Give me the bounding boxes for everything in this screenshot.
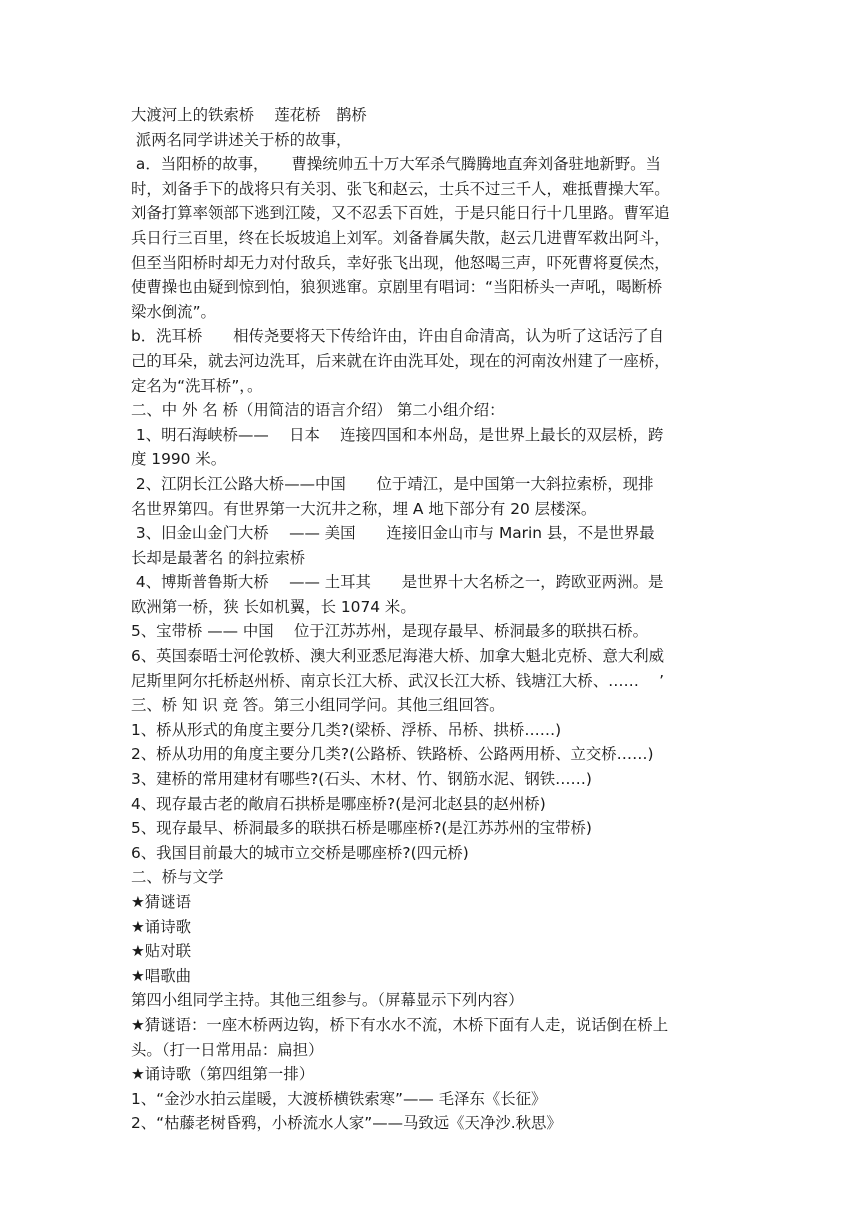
text-line: 定名为“洗耳桥”，。 [131, 376, 263, 395]
text-line: 刘备打算率领部下逃到江陵，又不忍丢下百姓，于是只能日行十几里路。曹军追 [131, 204, 670, 223]
text-line: 时，刘备手下的战将只有关羽、张飞和赵云，士兵不过三千人，难抵曹操大军。 [131, 179, 670, 198]
text-line: 5、宝带桥 —— 中国 位于江苏苏州，是现存最早、桥洞最多的联拱石桥。 [131, 622, 648, 641]
text-line: 名世界第四。有世界第一大沉井之称，埋 A 地下部分有 20 层楼深。 [131, 499, 597, 518]
text-line: 3、旧金山金门大桥 —— 美国 连接旧金山市与 Marin 县，不是世界最 [131, 524, 655, 543]
text-line: 5、现存最早、桥洞最多的联拱石桥是哪座桥?(是江苏苏州的宝带桥) [131, 819, 592, 838]
text-line: 头。（打一日常用品：扁担） [131, 1040, 324, 1059]
text-line: 度 1990 米。 [131, 450, 227, 469]
text-line: 派两名同学讲述关于桥的故事， [131, 130, 352, 149]
text-line: 2、“枯藤老树昏鸦，小桥流水人家”——马致远《天净沙.秋思》 [131, 1114, 562, 1133]
text-line: 4、现存最古老的敞肩石拱桥是哪座桥?(是河北赵县的赵州桥) [131, 794, 546, 813]
text-line: 6、我国目前最大的城市立交桥是哪座桥?(四元桥) [131, 843, 469, 862]
text-line: 2、桥从功用的角度主要分几类?(公路桥、铁路桥、公路两用桥、立交桥……) [131, 745, 654, 764]
text-line: 3、建桥的常用建材有哪些?(石头、木材、竹、钢筋水泥、钢铁……) [131, 770, 592, 789]
text-line: ★猜谜语：一座木桥两边钩，桥下有水水不流，木桥下面有人走，说话倒在桥上 [131, 1015, 669, 1034]
text-line: 4、博斯普鲁斯大桥 —— 土耳其 是世界十大名桥之一，跨欧亚两洲。是 [131, 573, 664, 592]
text-line: ★唱歌曲 [131, 966, 191, 985]
text-line: 但至当阳桥时却无力对付敌兵，幸好张飞出现，他怒喝三声，吓死曹将夏侯杰， [131, 253, 670, 272]
text-line: 1、明石海峡桥—— 日本 连接四国和本州岛，是世界上最长的双层桥，跨 [131, 425, 664, 444]
text-line: 三、桥 知 识 竞 答。第三小组同学问。其他三组回答。 [131, 696, 505, 715]
text-line: 6、英国泰晤士河伦敦桥、澳大利亚悉尼海港大桥、加拿大魁北克桥、意大利威 [131, 647, 665, 666]
text-line: 使曹操也由疑到惊到怕，狼狈逃窜。京剧里有唱词：“当阳桥头一声吼，喝断桥 [131, 278, 663, 297]
text-line: 兵日行三百里，终在长坂坡追上刘军。刘备眷属失散，赵云几进曹军救出阿斗， [131, 228, 670, 247]
text-line: 梁水倒流”。 [131, 302, 216, 321]
text-line: 二、中 外 名 桥（用简洁的语言介绍） 第二小组介绍： [131, 401, 505, 420]
text-line: ★诵诗歌 [131, 917, 191, 936]
text-line: 尼斯里阿尔托桥赵州桥、南京长江大桥、武汉长江大桥、钱塘江大桥、…… ’ [131, 671, 665, 690]
text-line: ★诵诗歌（第四组第一排） [131, 1065, 315, 1084]
text-line: 大渡河上的铁索桥 莲花桥 鹊桥 [131, 106, 367, 124]
text-line: 第四小组同学主持。其他三组参与。（屏幕显示下列内容） [131, 991, 524, 1010]
text-line: 欧洲第一桥，狭 长如机翼，长 1074 米。 [131, 597, 416, 616]
text-line: 1、“金沙水拍云崖暖，大渡桥横铁索寒”—— 毛泽东《长征》 [131, 1089, 547, 1108]
document-body [131, 103, 731, 1136]
text-line: ★贴对联 [131, 942, 191, 961]
text-line: 2、江阴长江公路大桥——中国 位于靖江，是中国第一大斜拉索桥，现排 [131, 474, 654, 493]
text-line: b．洗耳桥 相传尧要将天下传给许由，许由自命清高，认为听了这话污了自 [131, 327, 665, 346]
text-line: 二、桥与文学 [131, 868, 224, 887]
text-line: ★猜谜语 [131, 893, 191, 911]
text-line: 己的耳朵，就去河边洗耳，后来就在许由洗耳处，现在的河南汝州建了一座桥， [131, 351, 670, 370]
text-line: 1、桥从形式的角度主要分几类?(梁桥、浮桥、吊桥、拱桥……) [131, 720, 562, 739]
text-line: a．当阳桥的故事， 曹操统帅五十万大军杀气腾腾地直奔刘备驻地新野。当 [131, 155, 661, 174]
text-line: 长却是最著名 的斜拉索桥 [131, 548, 306, 567]
